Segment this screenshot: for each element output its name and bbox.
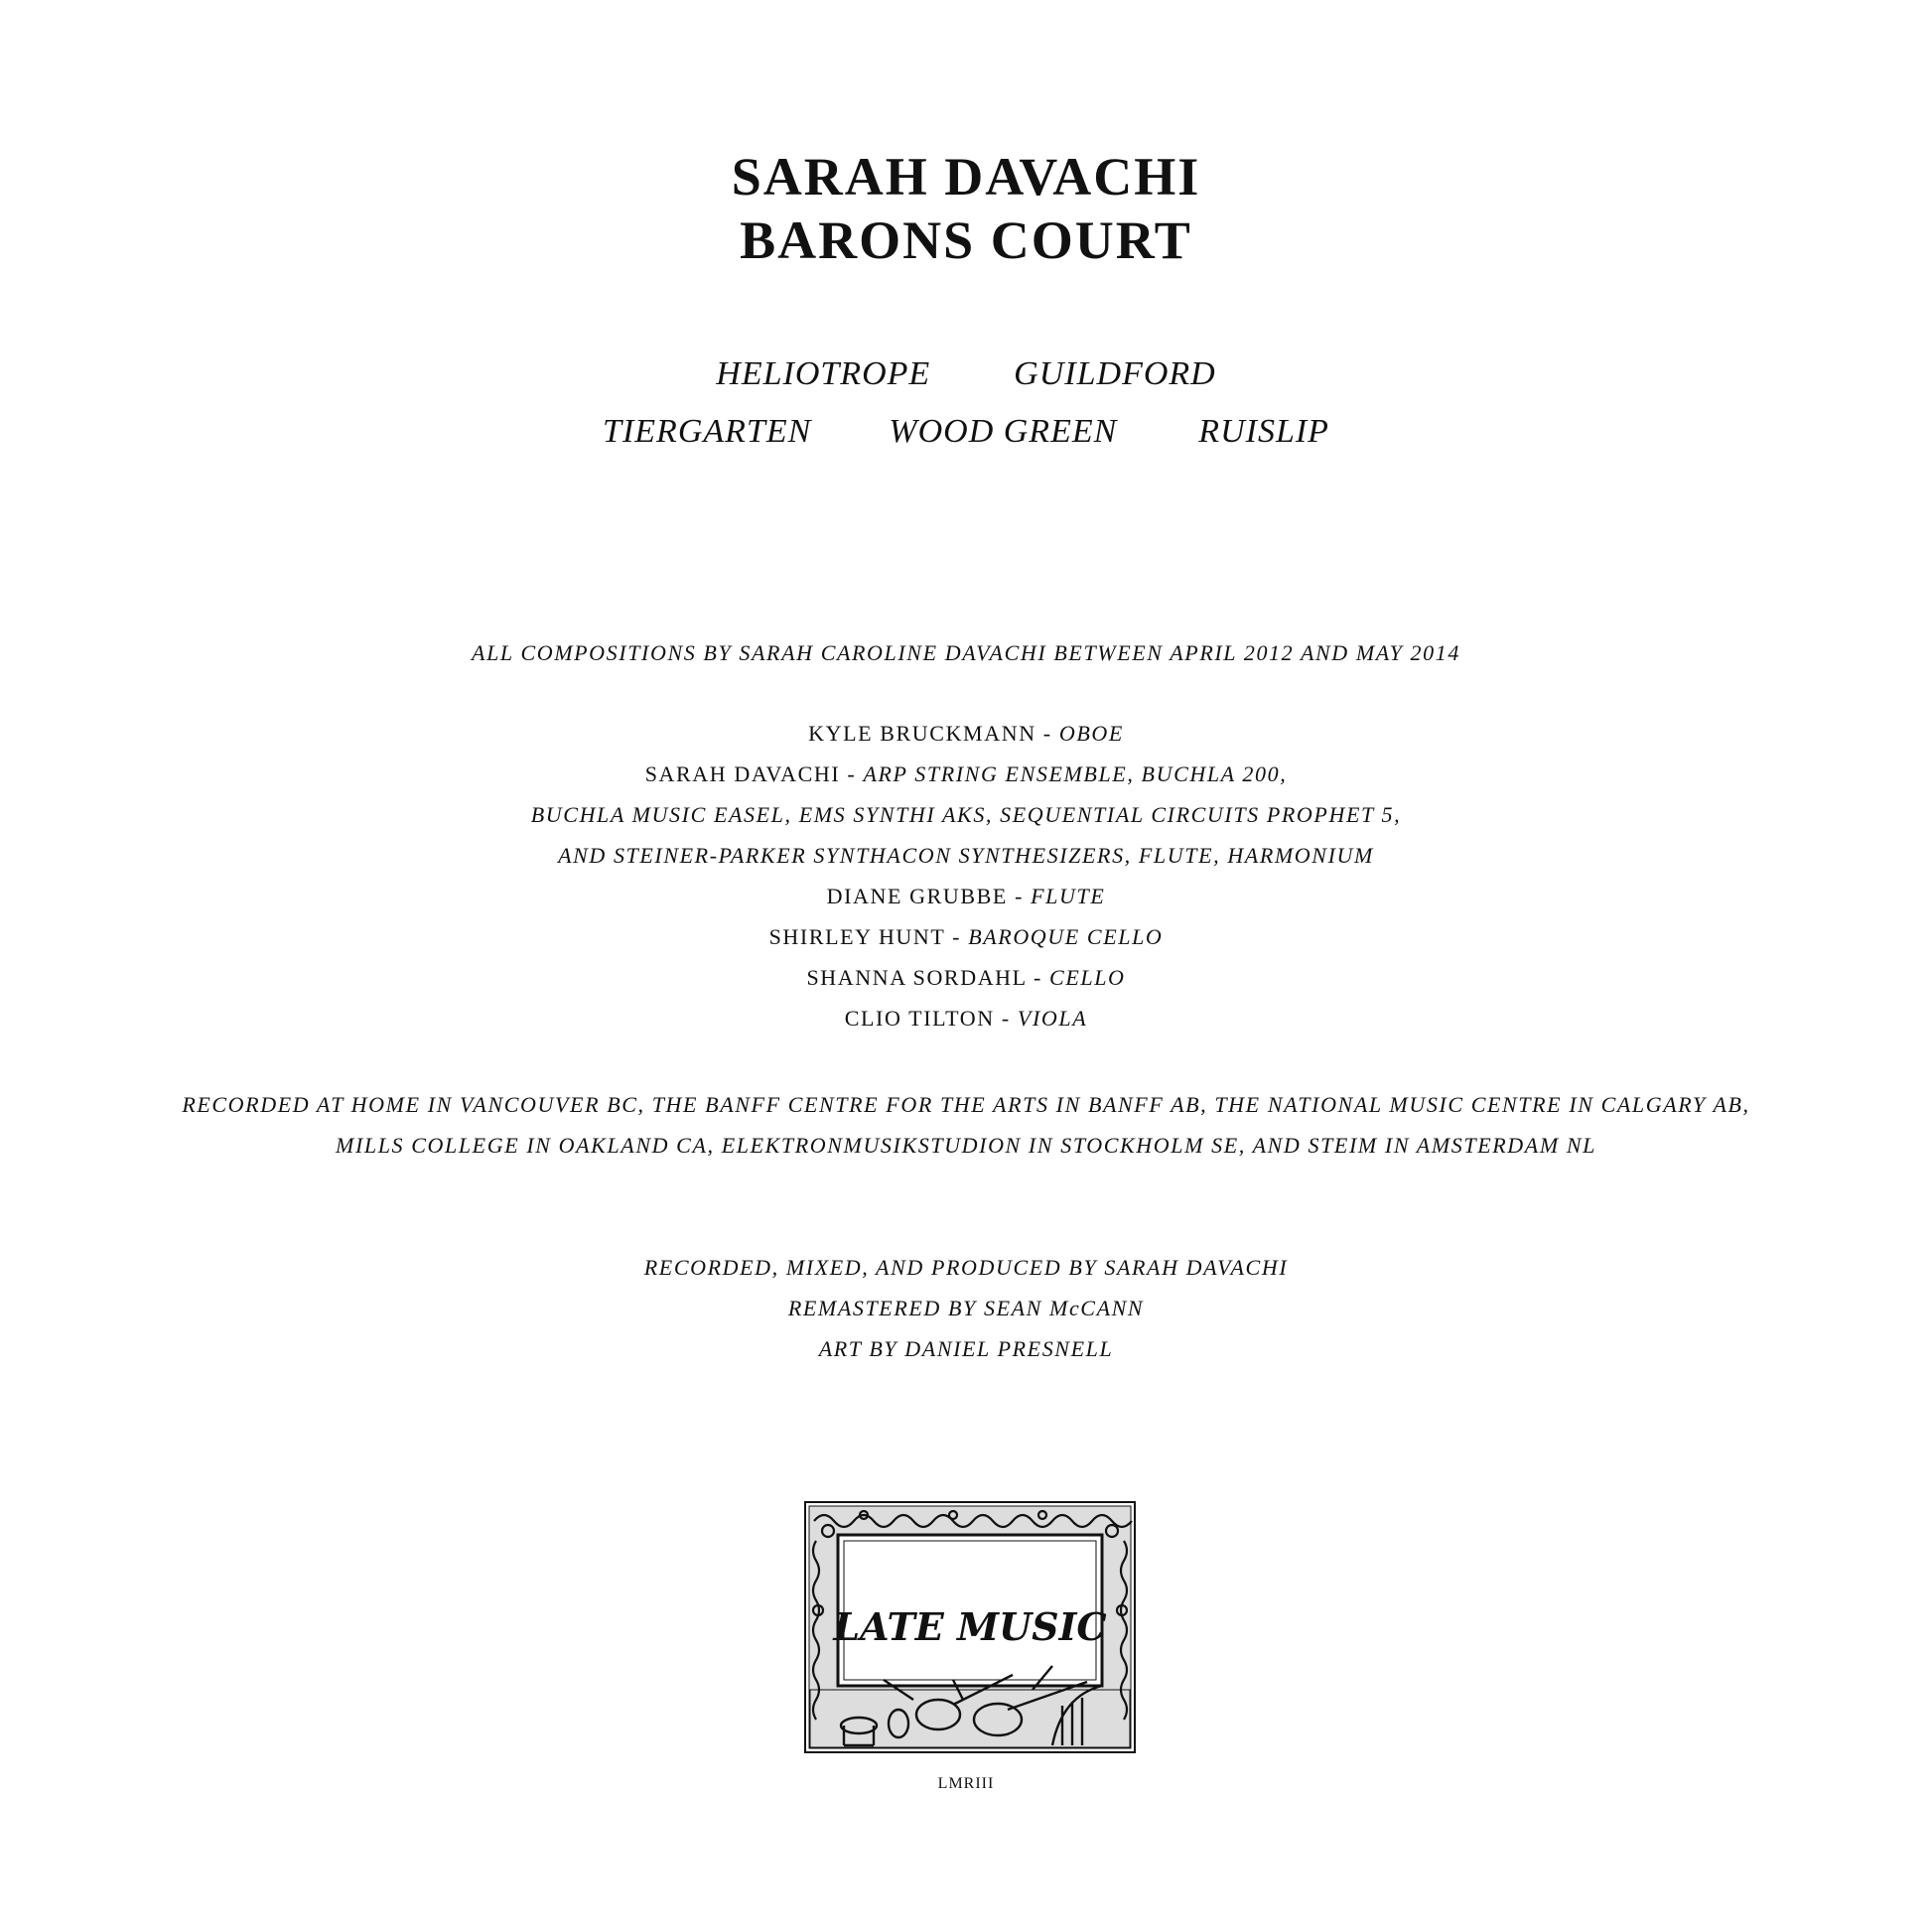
performer-name: SHANNA SORDAHL	[806, 965, 1027, 990]
performer-role: ARP STRING ENSEMBLE, BUCHLA 200,	[863, 761, 1288, 786]
personnel-line	[0, 916, 1932, 957]
performer-role: AND STEINER-PARKER SYNTHACON SYNTHESIZERS, FLUTE, HARMONIUM	[558, 843, 1374, 868]
separator: -	[1035, 721, 1059, 746]
performer-name: SARAH DAVACHI	[644, 761, 841, 786]
personnel-list	[0, 713, 1932, 1038]
performer-role: OBOE	[1058, 721, 1124, 746]
performer-name: DIANE GRUBBE	[826, 884, 1008, 908]
logo-text: LATE MUSIC	[833, 1604, 1107, 1649]
recording-line: MILLS COLLEGE IN OAKLAND CA, ELEKTRONMUSIKSTUDION IN STOCKHOLM SE, AND STEIM IN AMSTERDAM NL	[336, 1133, 1596, 1158]
performer-role: VIOLA	[1017, 1006, 1088, 1031]
personnel-line	[0, 876, 1932, 916]
separator: -	[1007, 884, 1032, 908]
separator: -	[994, 1006, 1018, 1031]
separator: -	[840, 761, 864, 786]
credit-line: RECORDED, MIXED, AND PRODUCED BY SARAH DAVACHI	[643, 1255, 1289, 1280]
personnel-line	[0, 835, 1932, 876]
production-credits	[0, 1247, 1932, 1369]
recording-locations	[0, 1084, 1932, 1166]
personnel-line	[0, 713, 1932, 754]
compositions-credit: ALL COMPOSITIONS BY SARAH CAROLINE DAVACHI BETWEEN APRIL 2012 AND MAY 2014	[472, 640, 1460, 665]
separator: -	[945, 924, 969, 949]
separator: -	[1026, 965, 1050, 990]
credit-line: ART BY DANIEL PRESNELL	[818, 1336, 1114, 1361]
album-title: BARONS COURT	[740, 210, 1192, 270]
performer-role: FLUTE	[1031, 884, 1106, 908]
credit-line: REMASTERED BY SEAN McCANN	[787, 1296, 1145, 1320]
personnel-line	[0, 957, 1932, 998]
track-title: WOOD GREEN	[889, 413, 1118, 450]
personnel-line	[0, 794, 1932, 835]
catalog-number: LMRIII	[937, 1775, 995, 1792]
performer-name: SHIRLEY HUNT	[768, 924, 946, 949]
track-title: GUILDFORD	[1014, 355, 1216, 392]
performer-role: BAROQUE CELLO	[968, 924, 1164, 949]
personnel-line	[0, 754, 1932, 794]
tracklist-row-1	[0, 355, 1932, 393]
performer-name: KYLE BRUCKMANN	[808, 721, 1036, 746]
late-music-logo	[804, 1501, 1136, 1753]
performer-name: CLIO TILTON	[844, 1006, 995, 1031]
performer-role: CELLO	[1049, 965, 1126, 990]
artist-name: SARAH DAVACHI	[731, 147, 1201, 207]
personnel-line	[0, 998, 1932, 1038]
track-title: TIERGARTEN	[603, 413, 812, 450]
recording-line: RECORDED AT HOME IN VANCOUVER BC, THE BANFF CENTRE FOR THE ARTS IN BANFF AB, THE NATIONAL MUSIC CENTRE IN CALGARY AB,	[182, 1092, 1750, 1117]
tracklist-row-2	[0, 413, 1932, 451]
performer-role: BUCHLA MUSIC EASEL, EMS SYNTHI AKS, SEQUENTIAL CIRCUITS PROPHET 5,	[530, 802, 1402, 827]
track-title: HELIOTROPE	[716, 355, 931, 392]
track-title: RUISLIP	[1198, 413, 1329, 450]
